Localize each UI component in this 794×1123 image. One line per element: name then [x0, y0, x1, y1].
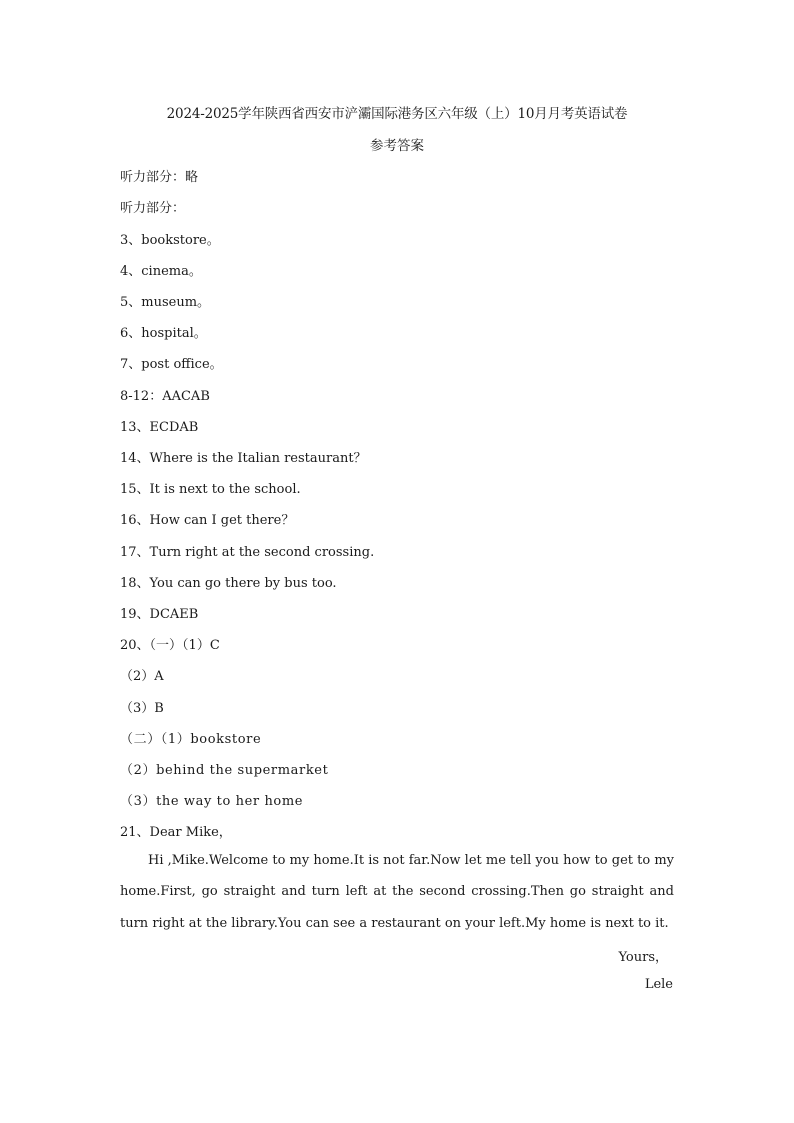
answer-line-17: 17、Turn right at the second crossing.	[120, 545, 375, 560]
answer-line-8-12: 8-12：AACAB	[120, 389, 210, 404]
answer-line-16: 16、How can I get there？	[120, 513, 295, 528]
answer-line-20-2-3: （3）the way to her home	[120, 794, 304, 809]
answer-line-20-1-1: 20、（一）（1）C	[120, 638, 220, 653]
answer-line-20-2-2: （2）behind the supermarket	[120, 763, 329, 778]
answer-line-15: 15、It is next to the school.	[120, 482, 301, 497]
answer-line-20-1-3: （3）B	[120, 701, 164, 716]
letter-body: Hi ,Mike.Welcome to my home.It is not far.Now let me tell you how to get to my home.First, go straight and turn left at the second crossing.Then go straight and turn right at the library.You can see a restaurant on your left.My home is next to it.	[120, 853, 674, 931]
answer-line-18: 18、You can go there by bus too.	[120, 576, 337, 591]
answer-line-20-1-2: （2）A	[120, 669, 164, 684]
answer-line-6: 6、hospital。	[120, 326, 207, 341]
answer-line-21-greeting: 21、Dear Mike，	[120, 825, 232, 840]
letter-closing: Yours，	[618, 950, 668, 965]
answer-line-listening-heading: 听力部分：	[120, 201, 186, 216]
answer-line-20-2-1: （二）（1）bookstore	[120, 732, 262, 747]
answer-line-14: 14、Where is the Italian restaurant？	[120, 451, 367, 466]
answer-line-19: 19、DCAEB	[120, 607, 199, 622]
answer-line-3: 3、bookstore。	[120, 233, 220, 248]
answer-line-4: 4、cinema。	[120, 264, 202, 279]
answer-line-7: 7、post office。	[120, 357, 223, 372]
letter-signature: Lele	[644, 977, 673, 992]
answer-line-listening-note: 听力部分：略	[120, 170, 199, 185]
page-title: 2024-2025学年陕西省西安市浐灞国际港务区六年级（上）10月月考英语试卷	[166, 106, 628, 122]
answer-line-5: 5、museum。	[120, 295, 211, 310]
page-subtitle: 参考答案	[370, 138, 424, 154]
answer-line-13: 13、ECDAB	[120, 420, 199, 435]
